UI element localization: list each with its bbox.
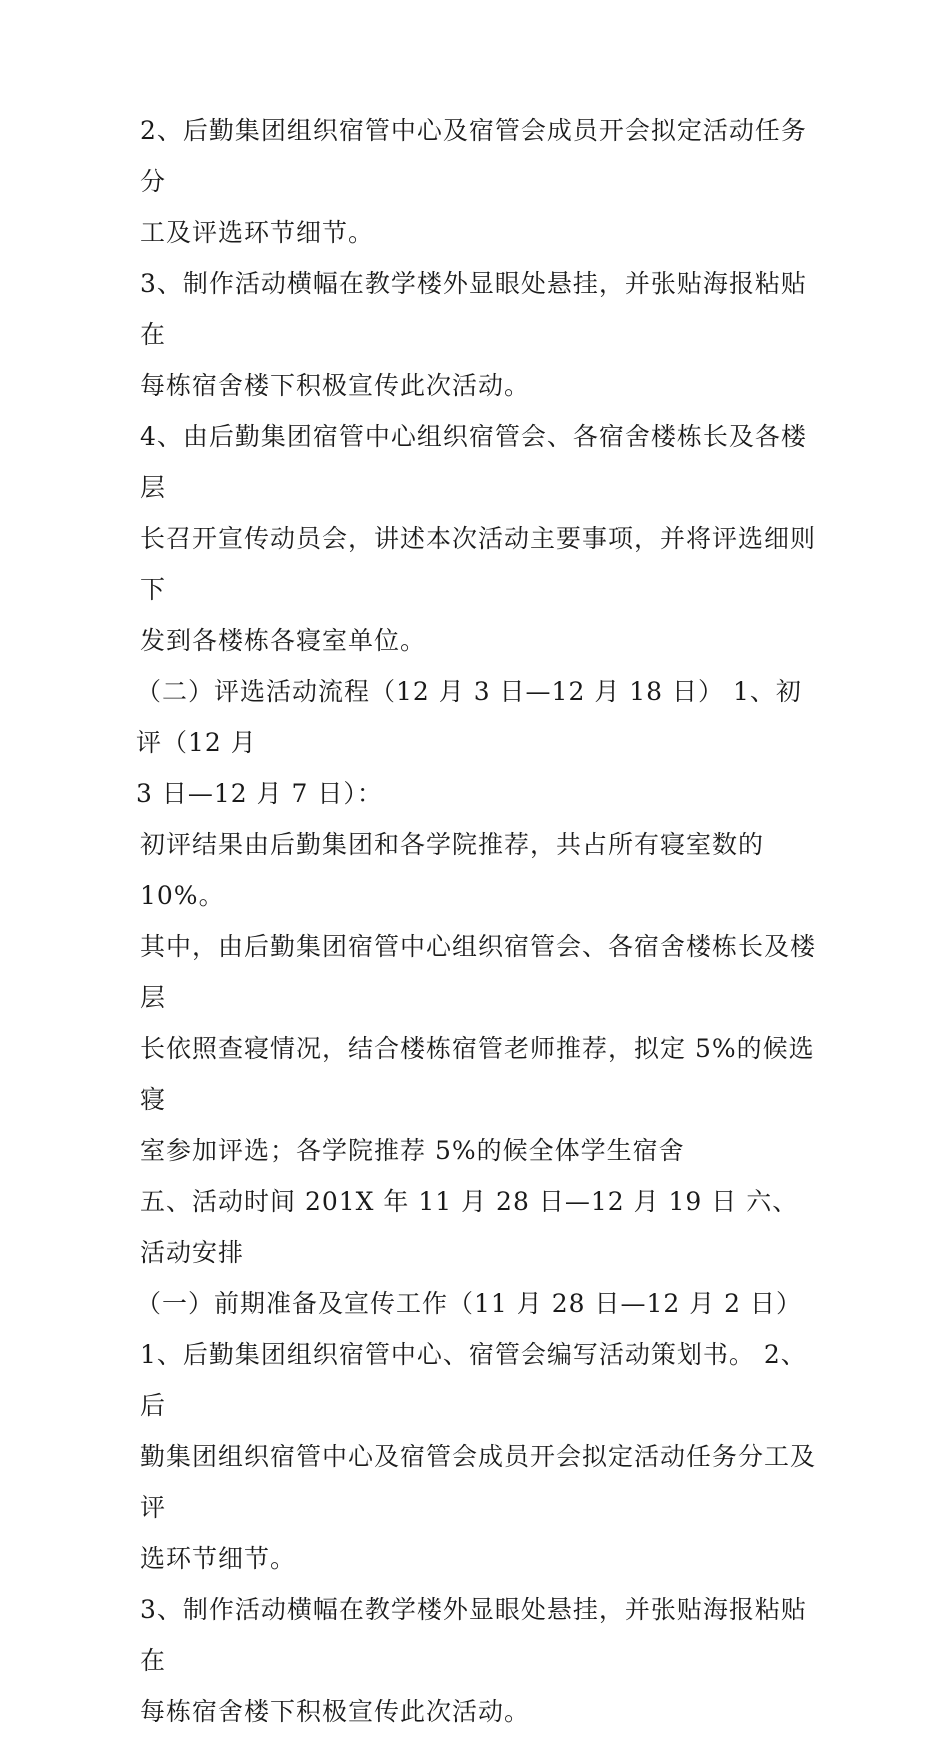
text-line: 3 日—12 月 7 日）： [136,779,383,808]
text-line: 1、后勤集团组织宿管中心、宿管会编写活动策划书。 2、后 [140,1340,807,1420]
paragraph-planning-book [140,1329,820,1584]
paragraph-mobilization-meeting [140,411,820,666]
paragraph-selection-process [136,666,820,819]
text-line: 室参加评选；各学院推荐 5%的候全体学生宿舍 [140,1136,685,1165]
text-line: 工及评选环节细节。 [140,218,375,247]
text-line: 每栋宿舍楼下积极宣传此次活动。 [140,371,531,400]
paragraph-banner-poster [140,258,820,411]
text-line: 五、活动时间 201X 年 11 月 28 日—12 月 19 日 六、活动安排 [140,1187,799,1267]
text-line: 初评结果由后勤集团和各学院推荐，共占所有寝室数的 10%。 [140,830,765,910]
text-line: （一）前期准备及宣传工作（11 月 28 日—12 月 2 日） [136,1289,803,1318]
document-body [136,105,820,1737]
text-line: 其中，由后勤集团宿管中心组织宿管会、各宿舍楼栋长及楼层 [140,932,817,1012]
paragraph-banner-poster-repeat [140,1584,820,1737]
text-line: 3、制作活动横幅在教学楼外显眼处悬挂，并张贴海报粘贴在 [140,1595,807,1675]
text-line: 发到各楼栋各寝室单位。 [140,626,427,655]
text-line: 长依照查寝情况，结合楼栋宿管老师推荐，拟定 5%的候选寝 [140,1034,815,1114]
text-line: 每栋宿舍楼下积极宣传此次活动。 [140,1697,531,1726]
text-line: 选环节细节。 [140,1544,297,1573]
text-line: 2、后勤集团组织宿管中心及宿管会成员开会拟定活动任务分 [140,116,807,196]
paragraph-task-division [140,105,820,258]
text-line: （二）评选活动流程（12 月 3 日—12 月 18 日） 1、初评（12 月 [136,677,802,757]
text-line: 勤集团组织宿管中心及宿管会成员开会拟定活动任务分工及评 [140,1442,817,1522]
text-line: 3、制作活动横幅在教学楼外显眼处悬挂，并张贴海报粘贴在 [140,269,807,349]
text-line: 长召开宣传动员会，讲述本次活动主要事项，并将评选细则下 [140,524,817,604]
paragraph-activity-time [140,1176,820,1278]
paragraph-initial-results [140,819,820,921]
paragraph-preparation-heading [136,1278,820,1329]
text-line: 4、由后勤集团宿管中心组织宿管会、各宿舍楼栋长及各楼层 [140,422,807,502]
paragraph-candidate-dorms [140,921,820,1176]
